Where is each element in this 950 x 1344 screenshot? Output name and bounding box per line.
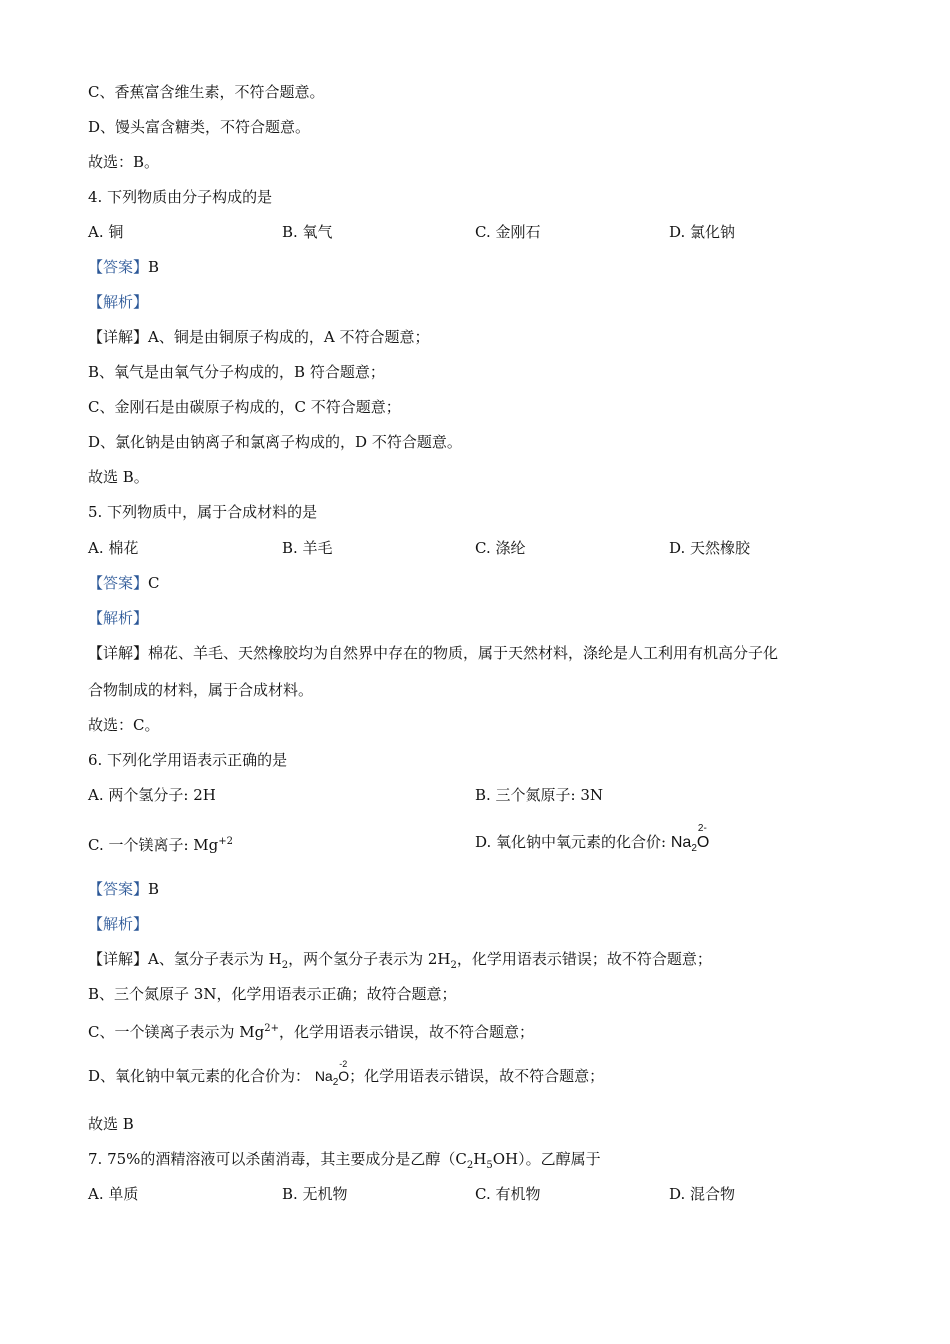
sodium-subscript: 2: [332, 1076, 339, 1088]
detail-tag: 【详解】: [88, 950, 149, 968]
prev-result: 故选：B。: [88, 153, 160, 171]
q6-detail-c-part2: ，化学用语表示错误，故不符合题意；: [278, 1023, 534, 1041]
sodium-symbol: Na: [670, 834, 692, 851]
q7-option-b: B. 无机物: [282, 1185, 348, 1203]
q4-option-a: A. 铜: [88, 223, 124, 241]
q4-answer-value: B: [148, 258, 160, 276]
q6-option-c-charge: +2: [218, 836, 234, 847]
q4-result: 故选 B。: [88, 468, 149, 486]
q4-stem: 4. 下列物质由分子构成的是: [88, 188, 273, 206]
q6-option-c-text: C. 一个镁离子: Mg: [88, 836, 219, 854]
q6-stem: 6. 下列化学用语表示正确的是: [88, 751, 288, 769]
sodium-subscript: 2: [691, 843, 697, 855]
detail-tag: 【详解】: [88, 328, 149, 346]
oxygen-letter: O: [696, 834, 710, 851]
q6-detail-a-part1: A、氢分子表示为 H: [148, 950, 282, 968]
analysis-tag: 【解析】: [88, 915, 149, 933]
q5-answer: [88, 573, 160, 593]
oxygen-letter: O: [338, 1068, 350, 1084]
prev-option-c-explanation: C、香蕉富含维生素，不符合题意。: [88, 83, 325, 101]
q7-option-a: A. 单质: [88, 1185, 139, 1203]
q6-detail-c-part1: C、一个镁离子表示为 Mg: [88, 1023, 265, 1041]
analysis-tag: 【解析】: [88, 609, 149, 627]
q7-stem-part1: 7. 75%的酒精溶液可以杀菌消毒，其主要成分是乙醇（C: [88, 1150, 467, 1168]
q7-option-c: C. 有机物: [475, 1185, 541, 1203]
q7-stem-sub2: 5: [486, 1160, 493, 1171]
oxygen-symbol: [338, 1059, 350, 1086]
q5-option-a: A. 棉花: [88, 539, 139, 557]
oxygen-symbol: [696, 823, 710, 853]
q6-analysis-tag: [88, 914, 148, 934]
q7-option-d: D. 混合物: [669, 1185, 736, 1203]
q6-detail-d-formula: [314, 1059, 350, 1093]
answer-tag: 【答案】: [88, 880, 149, 898]
q6-result: 故选 B: [88, 1115, 134, 1133]
q4-detail-text: A、铜是由铜原子构成的，A 不符合题意；: [148, 328, 430, 346]
q6-detail-a-part2: ，两个氢分子表示为 2H: [288, 950, 451, 968]
q6-detail-d-part1: D、氧化钠中氧元素的化合价为：: [88, 1067, 311, 1085]
q5-answer-value: C: [148, 574, 160, 592]
prev-option-d-explanation: D、馒头富含糖类，不符合题意。: [88, 118, 311, 136]
q5-option-b: B. 羊毛: [282, 539, 333, 557]
q5-detail-cont: 合物制成的材料，属于合成材料。: [88, 681, 314, 699]
q6-answer-value: B: [148, 880, 160, 898]
q4-answer: [88, 257, 159, 277]
q7-stem: [88, 1149, 601, 1176]
q6-detail-a-sub2: 2: [450, 960, 457, 971]
q5-analysis-tag: [88, 608, 148, 628]
analysis-tag: 【解析】: [88, 293, 149, 311]
q6-detail-line-b: B、三个氮原子 3N，化学用语表示正确；故符合题意；: [88, 985, 457, 1003]
q7-stem-part3: OH）。乙醇属于: [492, 1150, 601, 1168]
detail-tag: 【详解】: [88, 644, 149, 662]
q4-option-b: B. 氧气: [282, 223, 333, 241]
answer-tag: 【答案】: [88, 574, 149, 592]
q6-detail: [88, 949, 712, 976]
q5-result: 故选：C。: [88, 716, 160, 734]
q4-detail: [88, 327, 429, 347]
q6-option-c: [88, 832, 233, 855]
q5-option-d: D. 天然橡胶: [669, 539, 751, 557]
q4-option-c: C. 金刚石: [475, 223, 541, 241]
q5-detail: [88, 643, 778, 663]
valence-mark: -2: [339, 1059, 348, 1069]
q6-option-d: [475, 823, 710, 859]
q6-detail-line-c: [88, 1019, 534, 1042]
q4-detail-line-d: D、氯化钠是由钠离子和氯离子构成的，D 不符合题意。: [88, 433, 462, 451]
q5-detail-text: 棉花、羊毛、天然橡胶均为自然界中存在的物质，属于天然材料，涤纶是人工利用有机高分子化: [148, 644, 779, 662]
q7-stem-sub1: 2: [466, 1160, 474, 1171]
q6-detail-c-charge: 2+: [264, 1023, 279, 1034]
answer-tag: 【答案】: [88, 258, 149, 276]
q7-stem-part2: H: [473, 1150, 487, 1168]
q6-detail-d-part2: ；化学用语表示错误，故不符合题意；: [349, 1067, 605, 1085]
q6-detail-a-part3: ，化学用语表示错误；故不符合题意；: [456, 950, 712, 968]
q6-option-d-text: D. 氧化钠中氧元素的化合价:: [475, 833, 667, 851]
q6-detail-line-d: [88, 1059, 605, 1093]
q6-option-a: A. 两个氢分子: 2H: [88, 786, 216, 804]
q6-answer: [88, 879, 159, 899]
q5-stem: 5. 下列物质中，属于合成材料的是: [88, 503, 318, 521]
q4-detail-line-c: C、金刚石是由碳原子构成的，C 不符合题意；: [88, 398, 401, 416]
q4-analysis-tag: [88, 292, 148, 312]
q4-option-d: D. 氯化钠: [669, 223, 736, 241]
q4-detail-line-b: B、氧气是由氧气分子构成的，B 符合题意；: [88, 363, 385, 381]
sodium-symbol: Na: [314, 1068, 333, 1084]
q5-option-c: C. 涤纶: [475, 539, 526, 557]
q6-detail-a-sub1: 2: [281, 960, 289, 971]
valence-mark: 2-: [697, 823, 707, 834]
q6-option-b: B. 三个氮原子: 3N: [475, 786, 604, 804]
q6-option-d-formula: [670, 823, 710, 859]
